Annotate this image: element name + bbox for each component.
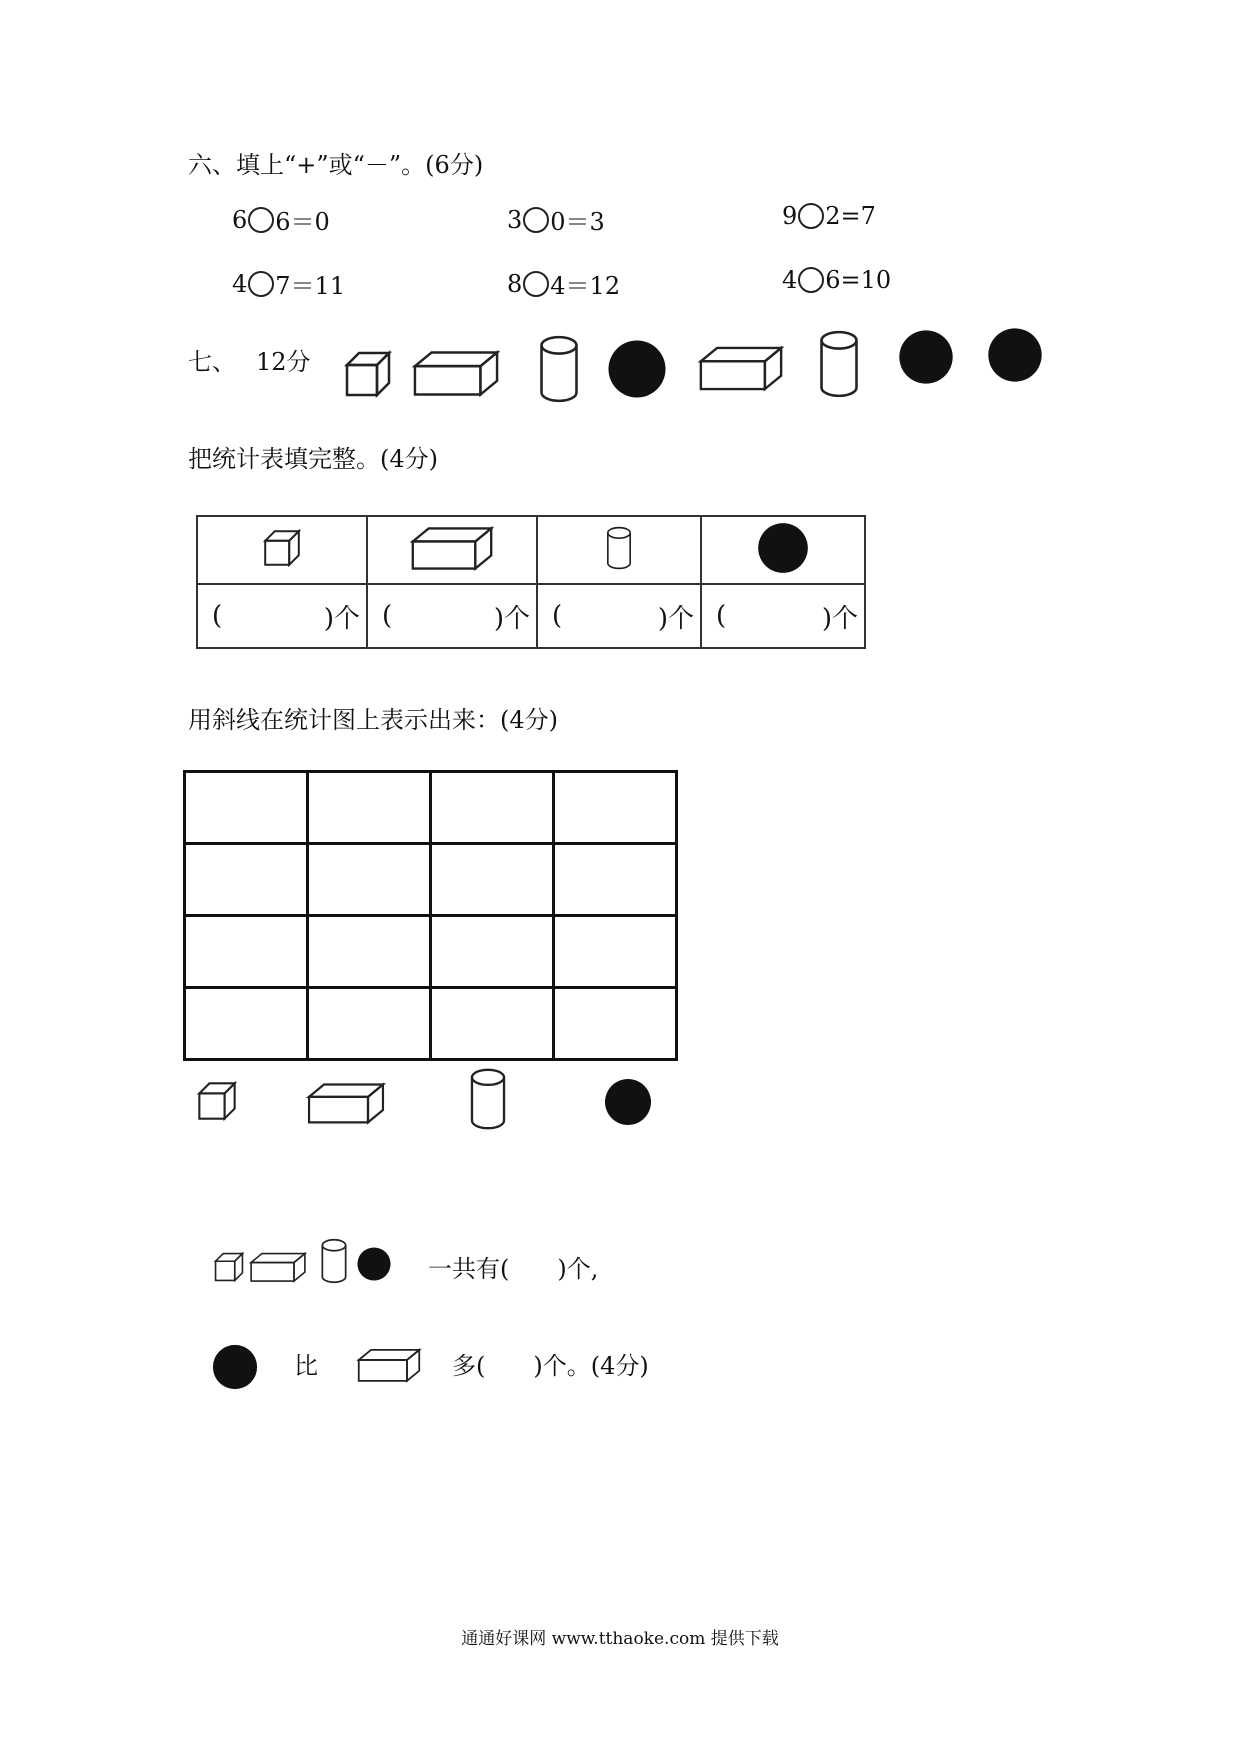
open-paren: (: [212, 601, 223, 631]
grid-cell[interactable]: [185, 772, 308, 844]
grid-cell[interactable]: [431, 844, 554, 916]
grid-cell[interactable]: [308, 844, 431, 916]
operand: 4: [782, 266, 798, 294]
grid-cell[interactable]: [185, 916, 308, 988]
stats-header-sphere: [701, 516, 865, 584]
equation-2: [507, 202, 605, 237]
section-7-score: 12分: [256, 348, 311, 376]
grid-cell[interactable]: [554, 988, 677, 1060]
equation-5: [507, 266, 620, 301]
cylinder-icon: [320, 1237, 348, 1285]
cuboid-icon: [698, 343, 784, 393]
equation-6: [782, 266, 891, 294]
sphere-icon: [211, 1343, 259, 1391]
grid-row: [185, 844, 677, 916]
grid-cell[interactable]: [185, 844, 308, 916]
grid-cell[interactable]: [431, 988, 554, 1060]
operand: 6: [232, 205, 248, 234]
equation-1: [232, 202, 330, 237]
equation-3: [782, 202, 876, 230]
stats-count-row: [197, 584, 865, 648]
grid-cell[interactable]: [308, 988, 431, 1060]
grid-row: [185, 772, 677, 844]
cuboid-icon: [410, 524, 494, 572]
grid-cell[interactable]: [554, 772, 677, 844]
stats-header-cube: [197, 516, 367, 584]
cylinder-icon: [538, 333, 580, 405]
count-cell-cylinder[interactable]: [537, 584, 701, 648]
chart-instruction: 用斜线在统计图上表示出来：(4分): [188, 706, 558, 734]
equation-rest: 7＝11: [275, 272, 346, 300]
operand: 8: [507, 269, 523, 298]
operand: 9: [782, 202, 798, 230]
stats-header-cylinder: [537, 516, 701, 584]
cuboid-icon: [306, 1081, 386, 1125]
grid-cell[interactable]: [431, 916, 554, 988]
equation-rest: 4＝12: [550, 272, 621, 300]
open-paren: (: [552, 601, 563, 631]
grid-cell[interactable]: [308, 916, 431, 988]
grid-cell[interactable]: [308, 772, 431, 844]
cuboid-icon: [412, 348, 500, 398]
sphere-icon: [606, 338, 668, 400]
grid-cell[interactable]: [185, 988, 308, 1060]
stats-header-cuboid: [367, 516, 537, 584]
equation-rest: 6=10: [825, 266, 892, 294]
operand: 3: [507, 205, 523, 234]
cylinder-icon: [818, 328, 860, 400]
section-6-title: 六、填上“+”或“－”。(6分): [188, 151, 484, 179]
cube-icon: [262, 526, 302, 570]
stats-header-row: [197, 516, 865, 584]
count-unit: )个: [493, 603, 530, 634]
cylinder-icon: [469, 1066, 507, 1132]
equation-rest: 2=7: [825, 202, 876, 230]
open-paren: (: [716, 601, 727, 631]
chart-grid: [183, 770, 678, 1061]
table-instruction: 把统计表填完整。(4分): [188, 445, 438, 473]
grid-row: [185, 916, 677, 988]
count-unit: )个: [323, 603, 360, 634]
equation-rest: 0＝3: [550, 208, 605, 236]
stats-table: [196, 515, 866, 649]
grid-row: [185, 988, 677, 1060]
operand: 4: [232, 269, 248, 298]
equation-4: [232, 266, 345, 301]
sphere-icon: [986, 326, 1044, 384]
open-paren: (: [382, 601, 393, 631]
equation-rest: 6＝0: [275, 208, 330, 236]
question-2-compare: 比: [294, 1352, 318, 1380]
count-cell-cube[interactable]: [197, 584, 367, 648]
answer-circle[interactable]: [523, 271, 549, 297]
grid-cell[interactable]: [554, 844, 677, 916]
section-7-number: 七、: [188, 348, 236, 376]
sphere-icon: [603, 1077, 653, 1127]
sphere-icon: [897, 328, 955, 386]
cylinder-icon: [605, 525, 633, 571]
answer-circle[interactable]: [798, 267, 824, 293]
answer-circle[interactable]: [523, 207, 549, 233]
cuboid-icon: [249, 1251, 307, 1283]
question-2-text: 多( )个。(4分): [452, 1352, 649, 1380]
cube-icon: [213, 1250, 245, 1284]
sphere-icon: [356, 1246, 392, 1282]
count-unit: )个: [657, 603, 694, 634]
count-cell-sphere[interactable]: [701, 584, 865, 648]
cube-icon: [196, 1078, 238, 1124]
count-cell-cuboid[interactable]: [367, 584, 537, 648]
sphere-icon: [756, 521, 810, 575]
count-unit: )个: [821, 603, 858, 634]
footer-credit: 通通好课网 www.tthaoke.com 提供下载: [461, 1629, 779, 1649]
answer-circle[interactable]: [798, 203, 824, 229]
cube-icon: [343, 348, 393, 400]
grid-cell[interactable]: [431, 772, 554, 844]
question-1-text: 一共有( )个,: [428, 1255, 599, 1283]
grid-cell[interactable]: [554, 916, 677, 988]
cuboid-icon: [354, 1347, 424, 1383]
answer-circle[interactable]: [248, 271, 274, 297]
answer-circle[interactable]: [248, 207, 274, 233]
